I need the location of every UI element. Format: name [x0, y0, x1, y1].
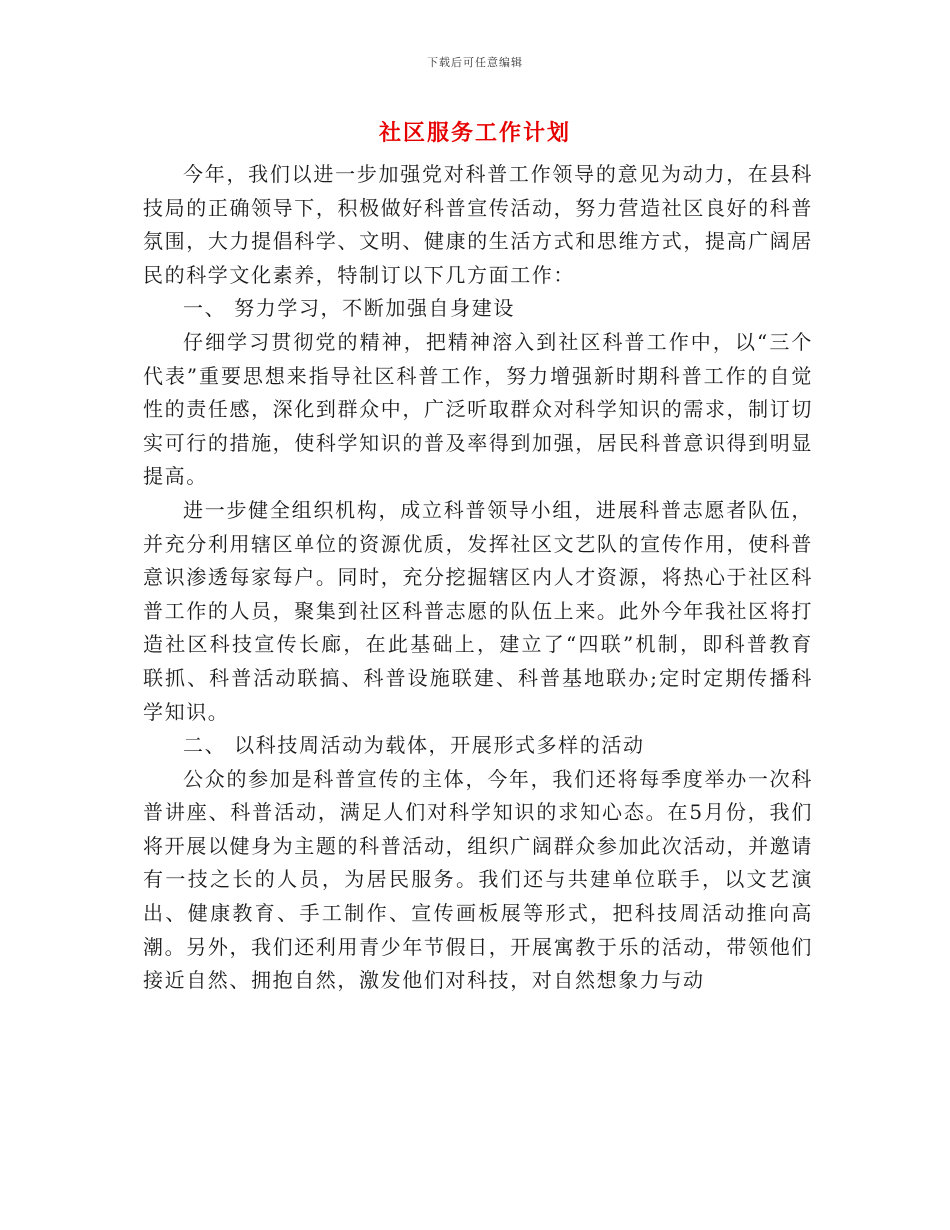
body-paragraph: 进一步健全组织机构，成立科普领导小组，进展科普志愿者队伍，并充分利用辖区单位的资源优质，发挥社区文艺队的宣传作用，使科普意识渗透每家每户。同时，充分挖掘辖区内人才资源，将热心于社区科普工作的人员，聚集到社区科普志愿的队伍上来。此外今年我社区将打造社区科技宣传长廊，在此基础上，建立了“四联”机制，即科普教育联抓、科普活动联搞、科普设施联建、科普基地联办;定时定期传播科学知识。	[143, 497, 813, 724]
document-title: 社区服务工作计划	[378, 120, 571, 146]
intro-paragraph: 今年，我们以进一步加强党对科普工作领导的意见为动力，在县科技局的正确领导下，积极做好科普宣传活动，努力营造社区良好的科普氛围，大力提倡科学、文明、健康的生活方式和思维方式，提高广阔居民的科学文化素养，特制订以下几方面工作：	[143, 162, 813, 287]
body-paragraph: 仔细学习贯彻党的精神，把精神溶入到社区科普工作中，以“三个代表”重要思想来指导社区科普工作，努力增强新时期科普工作的自觉性的责任感，深化到群众中，广泛听取群众对科学知识的需求，制订切实可行的措施，使科学知识的普及率得到加强，居民科普意识得到明显提高。	[143, 329, 813, 489]
section-heading-1: 一、 努力学习，不断加强自身建设	[183, 296, 515, 321]
body-paragraph: 公众的参加是科普宣传的主体，今年，我们还将每季度举办一次科普讲座、科普活动，满足人们对科学知识的求知心态。在5月份，我们将开展以健身为主题的科普活动，组织广阔群众参加此次活动，并邀请有一技之长的人员，为居民服务。我们还与共建单位联手，以文艺演出、健康教育、手工制作、宣传画板展等形式，把科技周活动推向高潮。另外，我们还利用青少年节假日，开展寓教于乐的活动，带领他们接近自然、拥抱自然，激发他们对科技，对自然想象力与动	[143, 766, 813, 993]
page-header-note: 下载后可任意编辑	[427, 56, 523, 69]
section-heading-2: 二、 以科技周活动为载体，开展形式多样的活动	[183, 733, 645, 758]
document-body	[143, 158, 813, 998]
